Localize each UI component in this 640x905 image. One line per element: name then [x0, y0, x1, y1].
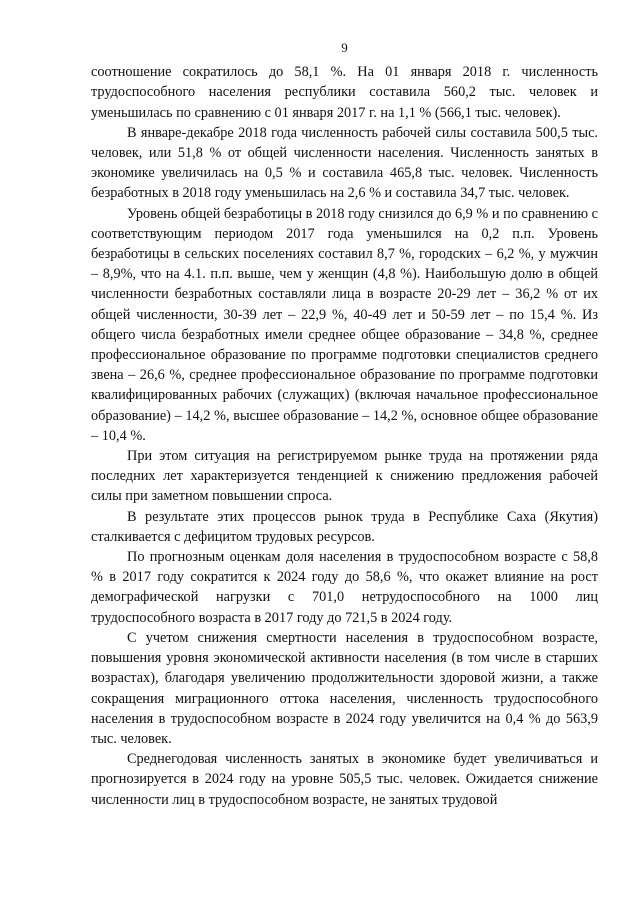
paragraph-labor-market-trend: При этом ситуация на регистрируемом рынке труда на протяжении ряда последних лет характеризуется тенденцией к снижению предложения рабочей силы при заметном повышении спроса.: [91, 448, 598, 505]
paragraph-continuation: соотношение сократилось до 58,1 %. На 01 января 2018 г. численность трудоспособного населения республики составила 560,2 тыс. человек и уменьшилась по сравнению с 01 января 2017 г. на 1,1 % (566,1 тыс. человек).: [91, 64, 598, 121]
paragraph-unemployment: Уровень общей безработицы в 2018 году снизился до 6,9 % и по сравнению с соответствующим периодом 2017 года уменьшился на 0,2 п.п. Уровень безработицы в сельских поселениях составил 8,7 %, городских – 6,2 %, у мужчин – 8,9%, что на 4.1. п.п. выше, чем у женщин (4,8 %). Наибольшую долю в общей численности безработных составляли лица в возрасте 20-29 лет – 36,2 % от их общей численности, 30-39 лет – 22,9 %, 40-49 лет и 50-59 лет – по 15,4 %. Из общего числа безработных имели среднее общее образование – 34,8 %, среднее профессиональное образование по программе подготовки специалистов среднего звена – 26,6 %, среднее профессиональное образование по программе подготовки квалифицированных рабочих (служащих) (включая начальное профессиональное образование) – 14,2 %, высшее образование – 14,2 %, основное общее образование – 10,4 %.: [91, 205, 598, 444]
page-number: 9: [341, 40, 348, 55]
paragraph-labor-force: В январе-декабре 2018 года численность рабочей силы составила 500,5 тыс. человек, или 51,8 % от общей численности населения. Численность занятых в экономике увеличилась на 0,5 % и составила 465,8 тыс. человек. Численность безработных в 2018 году уменьшилась на 2,6 % и составила 34,7 тыс. человек.: [91, 124, 598, 202]
paragraph-deficit: В результате этих процессов рынок труда в Республике Саха (Якутия) сталкивается с дефицитом трудовых ресурсов.: [91, 508, 598, 545]
paragraph-mortality: С учетом снижения смертности населения в трудоспособном возрасте, повышения уровня экономической активности населения (в том числе в старших возрастах), благодаря увеличению продолжительности здоровой жизни, а также сокращения миграционного оттока населения, численность трудоспособного населения в трудоспособном возрасте в 2024 году увеличится на 0,4 % до 563,9 тыс. человек.: [91, 629, 598, 747]
paragraph-employment-forecast: Среднегодовая численность занятых в экономике будет увеличиваться и прогнозируется в 2024 году на уровне 505,5 тыс. человек. Ожидается снижение численности лиц в трудоспособном возрасте, не занятых трудовой: [91, 751, 598, 808]
paragraph-forecast: По прогнозным оценкам доля населения в трудоспособном возрасте с 58,8 % в 2017 году сократится к 2024 году до 58,6 %, что окажет влияние на рост демографической нагрузки с 701,0 нетрудоспособного на 1000 лиц трудоспособного возраста в 2017 году до 721,5 в 2024 году.: [91, 549, 598, 626]
